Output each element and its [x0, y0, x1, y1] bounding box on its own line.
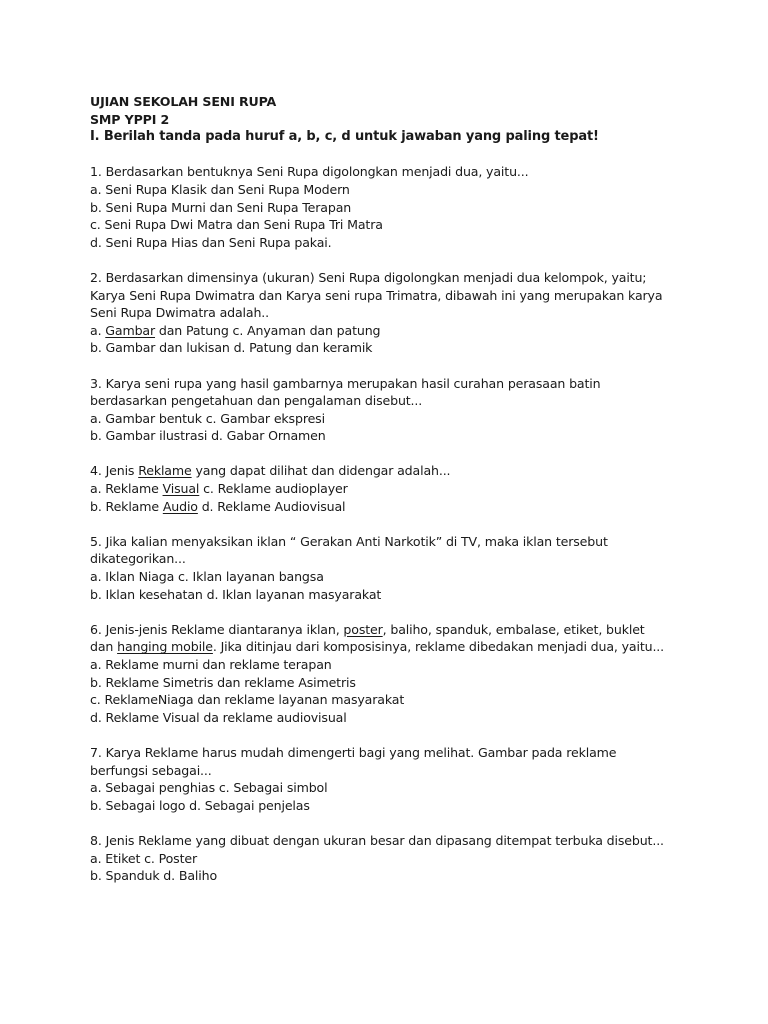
question-prefix: 4. Jenis — [90, 463, 139, 479]
answer-option: b. Seni Rupa Murni dan Seni Rupa Terapan — [90, 199, 352, 215]
answer-option: b. Sebagai logo d. Sebagai penjelas — [90, 797, 310, 813]
answer-option: a. Sebagai penghias c. Sebagai simbol — [90, 780, 328, 796]
exam-title: UJIAN SEKOLAH SENI RUPA — [90, 94, 277, 109]
exam-header — [90, 93, 710, 128]
question-text — [90, 638, 710, 656]
underlined-word: Reklame — [138, 463, 192, 479]
question-text: 7. Karya Reklame harus mudah dimengerti bagi yang melihat. Gambar pada reklame — [90, 744, 617, 760]
question-text: 2. Berdasarkan dimensinya (ukuran) Seni Rupa digolongkan menjadi dua kelompok, yaitu; — [90, 269, 647, 285]
underlined-word: poster — [343, 621, 383, 637]
question-5 — [90, 533, 710, 603]
question-prefix: 6. Jenis-jenis Reklame diantaranya iklan, — [90, 621, 344, 637]
answer-option: b. Reklame Simetris dan reklame Asimetris — [90, 674, 356, 690]
question-3 — [90, 375, 710, 445]
answer-option: a. Reklame murni dan reklame terapan — [90, 657, 332, 672]
answer-option: b. Gambar dan lukisan d. Patung dan keramik — [90, 340, 373, 356]
answer-suffix: d. Reklame Audiovisual — [197, 498, 346, 514]
answer-option: a. Seni Rupa Klasik dan Seni Rupa Modern — [90, 181, 350, 197]
question-1 — [90, 163, 710, 251]
answer-prefix: a. — [90, 322, 106, 338]
answer-option — [90, 480, 710, 498]
question-suffix: . Jika ditinjau dari komposisinya, reklame dibedakan menjadi dua, yaitu... — [212, 639, 665, 655]
question-text: 8. Jenis Reklame yang dibuat dengan ukuran besar dan dipasang ditempat terbuka disebut... — [90, 832, 664, 848]
answer-suffix: c. Reklame audioplayer — [199, 481, 348, 497]
question-text: 3. Karya seni rupa yang hasil gambarnya merupakan hasil curahan perasaan batin — [90, 375, 601, 391]
question-suffix: , baliho, spanduk, embalase, etiket, buklet — [382, 621, 645, 637]
question-text: berfungsi sebagai... — [90, 762, 212, 778]
question-suffix: yang dapat dilihat dan didengar adalah... — [191, 463, 451, 479]
answer-option: d. Seni Rupa Hias dan Seni Rupa pakai. — [90, 234, 332, 250]
answer-option: b. Spanduk d. Baliho — [90, 868, 218, 884]
instruction-heading: I. Berilah tanda pada huruf a, b, c, d untuk jawaban yang paling tepat! — [90, 129, 599, 145]
underlined-word: Visual — [162, 481, 200, 497]
underlined-word: Audio — [162, 498, 198, 514]
answer-option — [90, 322, 710, 340]
underlined-word: Gambar — [105, 322, 156, 338]
school-name: SMP YPPI 2 — [90, 111, 170, 127]
exam-document — [90, 93, 710, 885]
answer-option — [90, 498, 710, 516]
question-text — [90, 462, 710, 480]
answer-option: a. Gambar bentuk c. Gambar ekspresi — [90, 410, 325, 426]
question-text: Karya Seni Rupa Dwimatra dan Karya seni rupa Trimatra, dibawah ini yang merupakan karya — [90, 287, 663, 303]
question-text — [90, 621, 710, 639]
question-6 — [90, 621, 710, 727]
question-8 — [90, 832, 710, 885]
answer-option: d. Reklame Visual da reklame audiovisual — [90, 709, 347, 725]
answer-prefix: b. Reklame — [90, 498, 163, 514]
answer-option: a. Iklan Niaga c. Iklan layanan bangsa — [90, 569, 324, 585]
answer-option: b. Gambar ilustrasi d. Gabar Ornamen — [90, 428, 326, 444]
answer-prefix: a. Reklame — [90, 481, 163, 497]
question-4 — [90, 462, 710, 515]
question-text: dikategorikan... — [90, 551, 186, 567]
question-2 — [90, 269, 710, 357]
question-text: 5. Jika kalian menyaksikan iklan “ Gerakan Anti Narkotik” di TV, maka iklan tersebut — [90, 533, 608, 549]
underlined-word: hanging mobile — [117, 639, 213, 655]
answer-option: c. ReklameNiaga dan reklame layanan masyarakat — [90, 692, 405, 708]
answer-option: a. Etiket c. Poster — [90, 850, 198, 866]
question-text: berdasarkan pengetahuan dan pengalaman disebut... — [90, 393, 423, 409]
question-text: 1. Berdasarkan bentuknya Seni Rupa digolongkan menjadi dua, yaitu... — [90, 164, 529, 180]
question-prefix: dan — [90, 639, 118, 655]
question-7 — [90, 744, 710, 814]
answer-option: c. Seni Rupa Dwi Matra dan Seni Rupa Tri Matra — [90, 217, 383, 233]
answer-option: b. Iklan kesehatan d. Iklan layanan masyarakat — [90, 586, 382, 602]
question-text: Seni Rupa Dwimatra adalah.. — [90, 305, 270, 321]
answer-suffix: dan Patung c. Anyaman dan patung — [155, 322, 381, 338]
